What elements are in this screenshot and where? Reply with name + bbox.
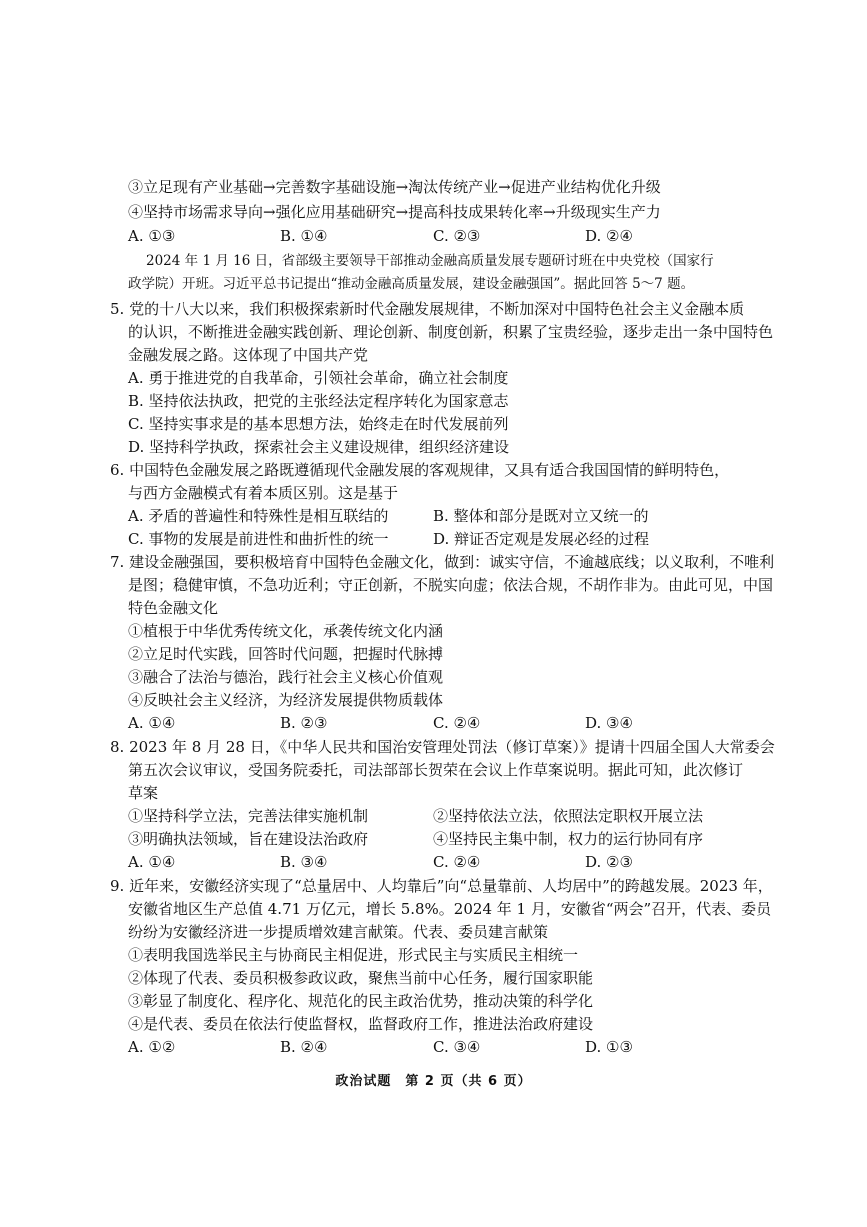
q9-stem-3: 纷纷为安徽经济进一步提质增效建言献策。代表、委员建言献策 (128, 923, 549, 941)
q8-stem-2: 第五次会议审议，受国务院委托，司法部部长贺荣在会议上作草案说明。据此可知，此次修订 (128, 761, 744, 779)
q4-item-3: ③立足现有产业基础→完善数字基础设施→淘汰传统产业→促进产业结构优化升级 (128, 178, 661, 196)
q5-option-c: C. 坚持实事求是的基本思想方法，始终走在时代发展前列 (128, 415, 509, 433)
q8-item-2: ②坚持依法立法，依照法定职权开展立法 (433, 807, 704, 825)
q4-item-4: ④坚持市场需求导向→强化应用基础研究→提高科技成果转化率→升级现实生产力 (128, 203, 661, 221)
q9-item-1: ①表明我国选举民主与协商民主相促进，形式民主与实质民主相统一 (128, 946, 579, 964)
q9-stem-2: 安徽省地区生产总值 4.71 万亿元，增长 5.8%。2024 年 1 月，安徽省“两会”召开，代表、委员 (128, 900, 772, 918)
q5-stem-3: 金融发展之路。这体现了中国共产党 (128, 346, 369, 364)
material-line-1: 2024 年 1 月 16 日，省部级主要领导干部推动金融高质量发展专题研讨班在中央党校（国家行 (146, 253, 714, 269)
q7-option-d: D. ③④ (585, 714, 633, 732)
q9-stem-1: 9. 近年来，安徽经济实现了“总量居中、人均靠后”向“总量靠前、人均居中”的跨越发展。2023 年， (110, 877, 773, 895)
q5-option-d: D. 坚持科学执政，探索社会主义建设规律，组织经济建设 (128, 438, 510, 456)
q8-option-d: D. ②③ (585, 853, 633, 871)
q8-stem-1: 8. 2023 年 8 月 28 日，《中华人民共和国治安管理处罚法（修订草案）》提请十四届全国人大常委会 (110, 738, 775, 756)
q4-option-b: B. ①④ (280, 227, 328, 245)
q9-item-2: ②体现了代表、委员积极参政议政，聚焦当前中心任务，履行国家职能 (128, 969, 594, 987)
q4-option-d: D. ②④ (585, 227, 633, 245)
q8-stem-3: 草案 (128, 784, 159, 802)
q7-item-2: ②立足时代实践，回答时代问题，把握时代脉搏 (128, 645, 444, 663)
q8-option-b: B. ③④ (280, 853, 328, 871)
q7-option-b: B. ②③ (280, 714, 328, 732)
q7-item-1: ①植根于中华优秀传统文化，承袭传统文化内涵 (128, 622, 444, 640)
q9-item-4: ④是代表、委员在依法行使监督权，监督政府工作，推进法治政府建设 (128, 1015, 594, 1033)
q4-option-c: C. ②③ (433, 227, 481, 245)
q4-option-a: A. ①③ (128, 227, 176, 245)
q7-option-a: A. ①④ (128, 714, 176, 732)
q8-item-4: ④坚持民主集中制，权力的运行协同有序 (433, 830, 704, 848)
q5-stem-1: 5. 党的十八大以来，我们积极探索新时代金融发展规律，不断加深对中国特色社会主义金融本质 (110, 300, 745, 318)
q9-option-b: B. ②④ (280, 1038, 328, 1056)
q6-option-a: A. 矛盾的普遍性和特殊性是相互联结的 (128, 507, 389, 525)
q7-item-4: ④反映社会主义经济，为经济发展提供物质载体 (128, 691, 444, 709)
q8-option-a: A. ①④ (128, 853, 176, 871)
q7-option-c: C. ②④ (433, 714, 481, 732)
q9-option-c: C. ③④ (433, 1038, 481, 1056)
q6-stem-2: 与西方金融模式有着本质区别。这是基于 (128, 484, 399, 502)
q7-stem-2: 是图；稳健审慎，不急功近利；守正创新，不脱实向虚；依法合规，不胡作非为。由此可见，中国 (128, 576, 774, 594)
q8-item-1: ①坚持科学立法，完善法律实施机制 (128, 807, 369, 825)
q7-stem-1: 7. 建设金融强国，要积极培育中国特色金融文化，做到：诚实守信，不逾越底线；以义取利，不唯利 (110, 553, 775, 571)
q8-option-c: C. ②④ (433, 853, 481, 871)
q9-item-3: ③彰显了制度化、程序化、规范化的民主政治优势，推动决策的科学化 (128, 992, 594, 1010)
q6-option-c: C. 事物的发展是前进性和曲折性的统一 (128, 530, 389, 548)
q5-stem-2: 的认识，不断推进金融实践创新、理论创新、制度创新，积累了宝贵经验，逐步走出一条中国特色 (128, 323, 774, 341)
q6-stem-1: 6. 中国特色金融发展之路既遵循现代金融发展的客观规律，又具有适合我国国情的鲜明特色， (110, 461, 730, 479)
q5-option-a: A. 勇于推进党的自我革命，引领社会革命，确立社会制度 (128, 369, 509, 387)
q5-option-b: B. 坚持依法执政，把党的主张经法定程序转化为国家意志 (128, 392, 509, 410)
q9-option-d: D. ①③ (585, 1038, 633, 1056)
q6-option-b: B. 整体和部分是既对立又统一的 (433, 507, 649, 525)
page-footer: 政治试题 第 2 页（共 6 页） (335, 1074, 532, 1089)
q7-item-3: ③融合了法治与德治，践行社会主义核心价值观 (128, 668, 444, 686)
q9-option-a: A. ①② (128, 1038, 176, 1056)
q8-item-3: ③明确执法领域，旨在建设法治政府 (128, 830, 369, 848)
q6-option-d: D. 辩证否定观是发展必经的过程 (433, 530, 650, 548)
material-line-2: 政学院）开班。习近平总书记提出“推动金融高质量发展，建设金融强国”。据此回答 5～7 题。 (128, 276, 695, 292)
q7-stem-3: 特色金融文化 (128, 599, 219, 617)
